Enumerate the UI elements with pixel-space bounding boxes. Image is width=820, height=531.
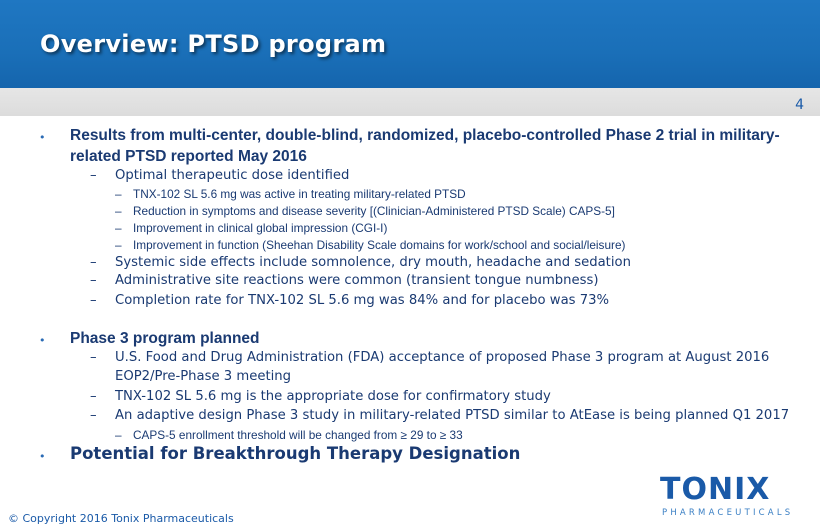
- list-item: Optimal therapeutic dose identified: [115, 168, 350, 183]
- copyright-notice: © Copyright 2016 Tonix Pharmaceuticals: [8, 512, 234, 525]
- logo-wordmark: TONIX: [660, 472, 771, 507]
- dash-icon: –: [115, 204, 122, 218]
- dash-icon: –: [90, 350, 97, 365]
- sub-list-item: Improvement in clinical global impression (CGI-I): [133, 221, 388, 235]
- sub-list-item: CAPS-5 enrollment threshold will be changed from ≥ 29 to ≥ 33: [133, 428, 463, 442]
- header-stripe: [0, 88, 820, 116]
- dash-icon: –: [115, 221, 122, 235]
- list-item: TNX-102 SL 5.6 mg is the appropriate dose for confirmatory study: [115, 389, 551, 404]
- dash-icon: –: [90, 408, 97, 423]
- section-heading: Phase 3 program planned: [70, 330, 260, 347]
- section-heading: Potential for Breakthrough Therapy Designation: [70, 444, 521, 463]
- page-title: Overview: PTSD program: [40, 30, 387, 58]
- sub-list-item: TNX-102 SL 5.6 mg was active in treating military-related PTSD: [133, 187, 466, 201]
- dash-icon: –: [115, 238, 122, 252]
- bullet-icon: •: [39, 334, 46, 347]
- dash-icon: –: [90, 273, 97, 288]
- dash-icon: –: [90, 293, 97, 308]
- list-item: U.S. Food and Drug Administration (FDA) acceptance of proposed Phase 3 program at August 2016: [115, 350, 770, 365]
- sub-list-item: Improvement in function (Sheehan Disability Scale domains for work/school and social/leisure): [133, 238, 626, 252]
- page-number: 4: [795, 97, 804, 113]
- dash-icon: –: [90, 168, 97, 183]
- section-heading: Results from multi-center, double-blind, randomized, placebo-controlled Phase 2 trial in military-: [70, 127, 780, 144]
- dash-icon: –: [90, 389, 97, 404]
- logo-subtitle: PHARMACEUTICALS: [662, 508, 794, 518]
- tonix-logo: [660, 472, 800, 522]
- list-item: Systemic side effects include somnolence, dry mouth, headache and sedation: [115, 255, 631, 270]
- list-item: An adaptive design Phase 3 study in military-related PTSD similar to AtEase is being planned Q1 2017: [115, 408, 790, 423]
- list-item: Completion rate for TNX-102 SL 5.6 mg was 84% and for placebo was 73%: [115, 293, 610, 308]
- bullet-icon: •: [39, 131, 46, 144]
- bullet-icon: •: [39, 450, 46, 463]
- dash-icon: –: [115, 187, 122, 201]
- dash-icon: –: [90, 255, 97, 270]
- list-item: Administrative site reactions were common (transient tongue numbness): [115, 273, 599, 288]
- dash-icon: –: [115, 428, 122, 442]
- section-heading-cont: related PTSD reported May 2016: [70, 148, 307, 165]
- list-item-cont: EOP2/Pre-Phase 3 meeting: [115, 369, 292, 384]
- sub-list-item: Reduction in symptoms and disease severity [(Clinician-Administered PTSD Scale) CAPS-5]: [133, 204, 615, 218]
